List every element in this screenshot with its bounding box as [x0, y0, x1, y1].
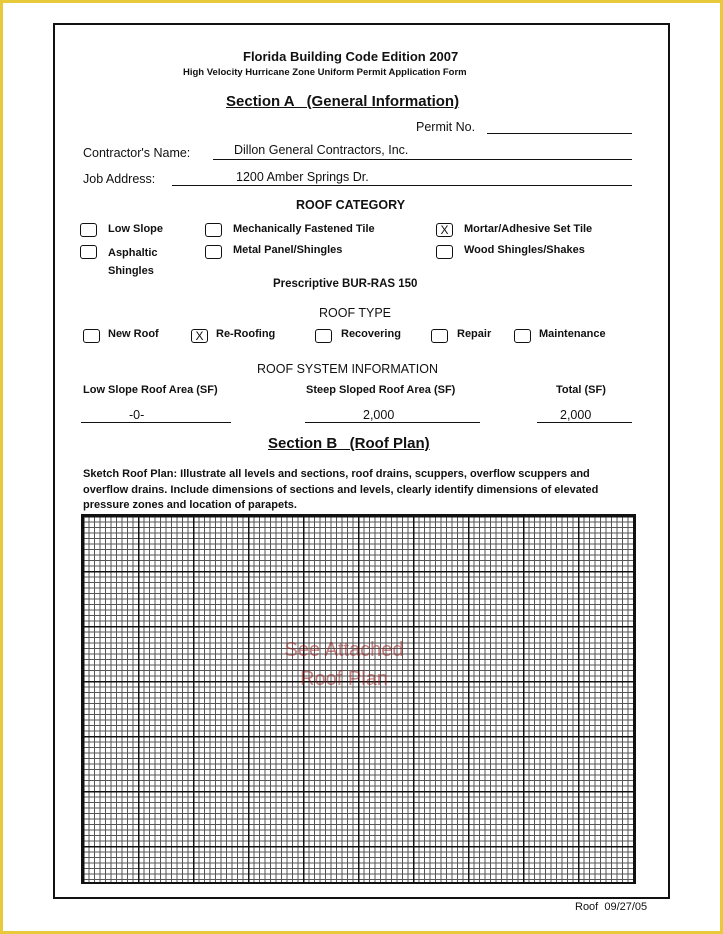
- total-sf-value: 2,000: [560, 408, 592, 422]
- wood-shingles-shakes-checkbox[interactable]: [436, 245, 453, 259]
- new-roof-label: New Roof: [108, 328, 159, 340]
- sketch-instructions: Sketch Roof Plan: Illustrate all levels and sections, roof drains, scuppers, overflow scuppers and overflow drains. Include dimensions of sections and levels, clearly identify dimensions of elevated pressure zones and location of parapets.: [83, 468, 599, 511]
- see-attached-overlay: [259, 636, 429, 694]
- repair-checkbox[interactable]: [431, 329, 448, 343]
- maintenance-checkbox[interactable]: [514, 329, 531, 343]
- mechanically-fastened-tile-label: Mechanically Fastened Tile: [233, 223, 375, 235]
- new-roof-checkbox[interactable]: [83, 329, 100, 343]
- total-sf-label: Total (SF): [556, 384, 606, 396]
- roof-type-heading: ROOF TYPE: [319, 306, 392, 320]
- footer-text: Roof 09/27/05: [575, 901, 648, 913]
- roof-plan-sketch-grid[interactable]: [81, 514, 636, 884]
- steep-slope-area-label: Steep Sloped Roof Area (SF): [306, 384, 456, 396]
- mortar-adhesive-tile-checkbox[interactable]: X: [436, 223, 453, 237]
- maintenance-label: Maintenance: [539, 328, 606, 340]
- re-roofing-label: Re-Roofing: [216, 328, 276, 340]
- metal-panel-shingles-label: Metal Panel/Shingles: [233, 244, 343, 256]
- recovering-label: Recovering: [341, 328, 401, 340]
- address-label: Job Address:: [83, 172, 156, 186]
- permit-field[interactable]: [487, 133, 632, 134]
- contractor-value: Dillon General Contractors, Inc.: [234, 143, 409, 157]
- mechanically-fastened-tile-checkbox[interactable]: [205, 223, 222, 237]
- steep-slope-area-value: 2,000: [363, 408, 395, 422]
- overlay-line-1: See Attached: [284, 639, 404, 661]
- low-slope-area-field[interactable]: [81, 422, 231, 423]
- roof-category-heading: ROOF CATEGORY: [296, 198, 406, 212]
- low-slope-checkbox[interactable]: [80, 223, 97, 237]
- overlay-line-2: Roof Plan: [300, 668, 388, 690]
- low-slope-area-value: -0-: [129, 408, 145, 422]
- asphaltic-shingles-checkbox[interactable]: [80, 245, 97, 259]
- wood-shingles-shakes-label: Wood Shingles/Shakes: [464, 244, 585, 256]
- address-field[interactable]: [172, 185, 632, 186]
- contractor-field[interactable]: [213, 159, 632, 160]
- recovering-checkbox[interactable]: [315, 329, 332, 343]
- low-slope-area-label: Low Slope Roof Area (SF): [83, 384, 218, 396]
- section-b-heading: Section B (Roof Plan): [268, 435, 430, 452]
- section-a-heading: Section A (General Information): [226, 93, 460, 110]
- form-subtitle: High Velocity Hurricane Zone Uniform Permit Application Form: [183, 67, 467, 78]
- contractor-label: Contractor's Name:: [83, 146, 191, 160]
- prescriptive-bur-label: Prescriptive BUR-RAS 150: [273, 278, 418, 290]
- metal-panel-shingles-checkbox[interactable]: [205, 245, 222, 259]
- form-title: Florida Building Code Edition 2007: [243, 49, 459, 64]
- repair-label: Repair: [457, 328, 492, 340]
- total-sf-field[interactable]: [537, 422, 632, 423]
- form-page: [3, 3, 720, 931]
- low-slope-label: Low Slope: [108, 223, 163, 235]
- mortar-adhesive-tile-label: Mortar/Adhesive Set Tile: [464, 223, 593, 235]
- steep-slope-area-field[interactable]: [305, 422, 480, 423]
- asphaltic-shingles-label: Asphaltic Shingles: [108, 247, 158, 277]
- address-value: 1200 Amber Springs Dr.: [236, 170, 369, 184]
- roof-system-heading: ROOF SYSTEM INFORMATION: [257, 362, 439, 376]
- re-roofing-checkbox[interactable]: X: [191, 329, 208, 343]
- permit-label: Permit No.: [416, 120, 476, 134]
